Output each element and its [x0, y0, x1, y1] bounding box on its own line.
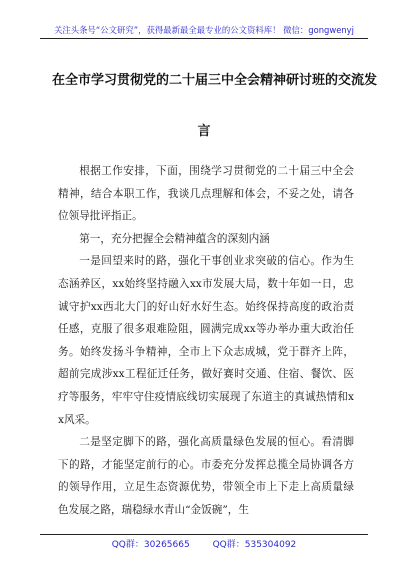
paragraph-point-1: 一是回望来时的路，强化干事创业求突破的信心。作为生态涵养区，xx始终坚持融入xx市发展大局，数十年如一日，忠诚守护xx西北大门的好山好水好生态。始终保持高度的政治责任感，克服了很多艰难险阻，圆满完成xx等办举办重大政治任务。始终发扬斗争精神，全市上下众志成城，党于群齐上阵，超前完成涉xx工程征迁任务，做好赛时交通、住宿、餐饮、医疗等服务，牢牢守住疫情底线切实展现了东道主的真诚热情和xx风采。	[58, 255, 354, 426]
paragraph-intro: 根据工作安排，下面，围绕学习贯彻党的二十届三中全会精神，结合本职工作，我谈几点理解和体会，不妥之处，请各位领导批评指正。	[58, 165, 354, 223]
footer-contact	[40, 537, 368, 550]
footer-qq-group-2: QQ群：535304092	[212, 540, 297, 550]
paragraph-point-2: 二是坚定脚下的路，强化高质量绿色发展的恒心。看清脚下的路，才能坚定前行的心。市委充分发挥总揽全局协调各方的领导作用，立足生态资源优势，带领全市上下走上高质量绿色发展之路，瑞稳绿水青山“金饭碗”，生	[58, 436, 354, 516]
document-title-line-1: 在全市学习贯彻党的二十届三中全会精神研讨班的交流发	[52, 73, 378, 88]
section-heading: 第一，充分把握全会精神蕴含的深刻内涵	[79, 232, 270, 245]
document-body	[58, 160, 354, 522]
header-banner: 关注头条号“公文研究”，获得最新最全最专业的公文资料库！ 微信：gongwenyj	[54, 25, 354, 35]
footer-qq-group-1: QQ群：30265665	[111, 540, 190, 550]
document-title-line-2: 言	[197, 124, 211, 139]
